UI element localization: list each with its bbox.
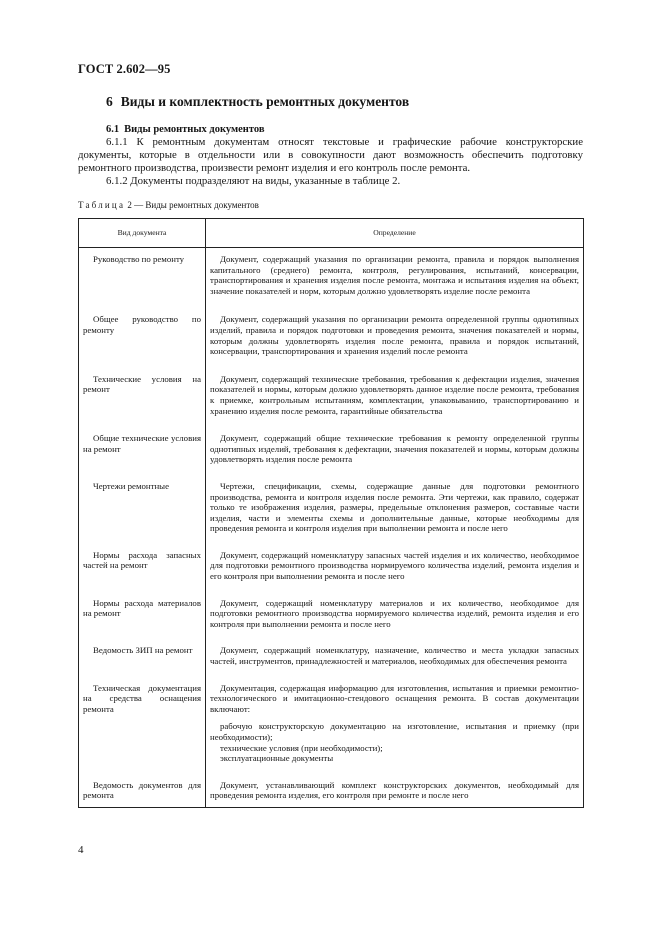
document-type-cell [79,540,206,588]
definition-cell [206,248,584,303]
definition-list-item [210,753,579,764]
definition-cell [206,363,584,422]
table-row [79,363,584,422]
list-item-text: технические условия (при необходимости); [220,742,383,753]
table-header-row [79,219,584,248]
column-header-type: Вид документа [79,219,206,248]
table-row [79,635,584,672]
table-row [79,540,584,588]
definition-list-item [210,721,579,742]
document-type-name: Ведомость ЗИП на ремонт [93,645,193,656]
document-type-cell [79,471,206,540]
table-row [79,588,584,636]
document-type-cell [79,302,206,362]
table-caption-text: 2 — Виды ремонтных документов [125,200,259,210]
definition-text: Документ, содержащий номенклатуру, назначение, количество и места укладки запасных частей, инструментов, принадлежностей и материалов, необходимых для обеспечения ремонта [210,645,579,667]
definition-text: Документ, устанавливающий комплект конструкторских документов, необходимый для проведения ремонта изделия, его контроля при ремонте и после него [210,779,579,801]
definition-text: Документация, содержащая информацию для изготовления, испытания и приемки ремонтно-технологического и имитационно-стендового оснащения ремонта. В состав документации включают: [210,682,579,714]
definition-list-item [210,743,579,754]
definition-cell [206,635,584,672]
table-row [79,302,584,362]
document-type-cell [79,422,206,471]
document-type-name: Общие технические условия на ремонт [83,433,201,454]
definition-cell [206,540,584,588]
section-number: 6 [106,94,113,109]
definition-cell [206,471,584,540]
document-type-cell [79,248,206,303]
document-type-cell [79,363,206,422]
definition-cell [206,673,584,770]
standard-header: ГОСТ 2.602—95 [78,62,171,76]
definition-text: Документ, содержащий указания по организации ремонта определенной группы однотипных изделий, правила и порядок подготовки и проведения ремонта, значения показателей и нормы, которым должны удовлетворять изделия после ремонта, правила и порядок испытаний, консервации, транспортирования и хранения изделий после ремонта [210,314,579,357]
document-type-name: Технические условия на ремонт [83,373,201,395]
table-caption-word: Таблица [78,200,126,210]
table-row [79,471,584,540]
subsection-heading [106,124,265,135]
table-row [79,770,584,808]
section-heading [106,94,409,110]
document-types-table [78,218,584,808]
paragraph-6-1-1 [78,136,583,176]
table-caption [78,200,259,210]
document-type-name: Ведомость документов для ремонта [83,779,201,801]
paragraph-text: 6.1.1 К ремонтным документам относят текстовые и графические рабочие конструкторские документы, которые в отдельности или в совокупности дают возможность обеспечить подготовку ремонтного производства, произвести ремонт изделия и его контроль после ремонта. [78,136,583,175]
definition-text: Чертежи, спецификации, схемы, содержащие данные для подготовки ремонтного производства, ремонта и контроля изделия после ремонта. Эти чертежи, как правило, содержат только те изображения изделия, размеры, предельные отклонения размеров, составные части изделия, части и элементы схемы и дополнительные данные, которые необходимы для проведения ремонта и контроля изделия при выполнении ремонта и после него [210,480,579,534]
document-type-name: Техническая документация на средства оснащения ремонта [83,682,201,714]
document-type-cell [79,588,206,636]
table-row [79,673,584,770]
column-header-definition: Определение [206,219,584,248]
definition-text: Документ, содержащий номенклатуру запасных частей изделия и их количество, необходимое для подготовки ремонтного производства нормируемого количества изделий, ремонта изделия и его контроля при выполнении ремонта и после него [210,549,579,582]
page-number: 4 [78,844,84,856]
subsection-number: 6.1 [106,124,120,135]
definition-text: Документ, содержащий общие технические требования к ремонту определенной группы однотипных изделий, требования к дефектации, значения показателей и нормы, которым должны удовлетворять изделия после ремонта [210,433,579,465]
list-item-text: рабочую конструкторскую документацию на изготовление, испытания и приемку (при необходимости); [210,721,579,742]
table-body [79,248,584,808]
table-row [79,422,584,471]
document-type-name: Нормы расхода запасных частей на ремонт [83,549,201,571]
document-type-cell [79,673,206,770]
definition-text: Документ, содержащий технические требования, требования к дефектации изделия, значения показателей и нормы, которым должно удовлетворять данное изделие после ремонта, требования к приемке, контрольным испытаниям, комплектации, упаковыванию, транспортированию и хранению изделия после ремонта, гарантийные обязательства [210,373,579,416]
paragraph-text: 6.1.2 Документы подразделяют на виды, указанные в таблице 2. [106,175,401,187]
definition-text: Документ, содержащий указания по организации ремонта, правила и порядок выполнения капитального (среднего) ремонта, контроля, регулирования, испытаний, консервации, транспортирования и хранения изделия после ремонта, монтажа и испытания изделия на объект, значение показателей и норм, которым должно удовлетворять изделие после ремонта [210,254,579,296]
document-type-name: Руководство по ремонту [93,254,185,264]
definition-cell [206,422,584,471]
list-item-text: эксплуатационные документы [220,753,334,764]
document-type-name: Общее руководство по ремонту [83,314,201,335]
section-title: Виды и комплектность ремонтных документов [120,94,410,109]
document-type-name: Нормы расхода материалов на ремонт [83,597,201,619]
paragraph-6-1-2 [78,175,583,188]
document-type-name: Чертежи ремонтные [93,480,169,491]
document-type-cell [79,770,206,808]
subsection-title: Виды ремонтных документов [124,124,265,135]
definition-cell [206,302,584,362]
definition-cell [206,588,584,636]
definition-text: Документ, содержащий номенклатуру материалов и их количество, необходимое для подготовки ремонтного производства нормируемого количества изделий, ремонта изделия и его контроля при выполнении ремонта и после него [210,597,579,629]
document-type-cell [79,635,206,672]
table-row [79,248,584,303]
definition-cell [206,770,584,808]
